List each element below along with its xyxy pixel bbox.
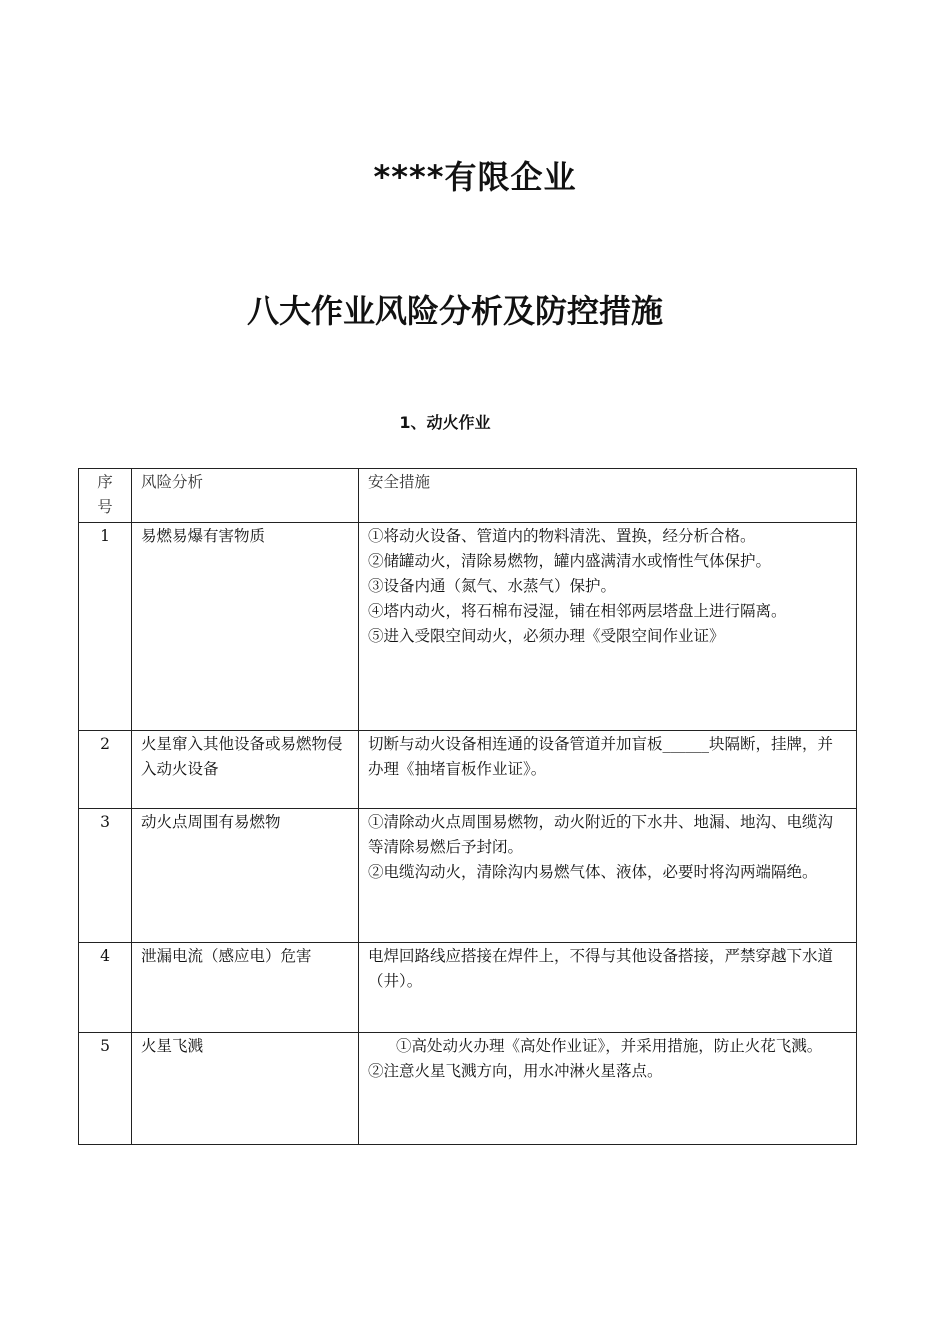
row-no: 5 bbox=[79, 1033, 132, 1145]
measure-item: 电焊回路线应搭接在焊件上，不得与其他设备搭接，严禁穿越下水道（井）。 bbox=[368, 947, 834, 990]
table-row bbox=[79, 1033, 857, 1145]
row-no: 1 bbox=[79, 523, 132, 731]
row-no: 4 bbox=[79, 943, 132, 1033]
measure-item: ④塔内动火，将石棉布浸湿，铺在相邻两层塔盘上进行隔离。 bbox=[368, 602, 787, 620]
row-risk: 动火点周围有易燃物 bbox=[132, 809, 359, 943]
company-name: ****有限企业 bbox=[373, 158, 577, 196]
table-row bbox=[79, 809, 857, 943]
row-risk: 火星窜入其他设备或易燃物侵入动火设备 bbox=[132, 731, 359, 809]
row-measures bbox=[359, 523, 857, 731]
measure-item: ①将动火设备、管道内的物料清洗、置换，经分析合格。 bbox=[368, 527, 756, 545]
row-risk: 泄漏电流（感应电）危害 bbox=[132, 943, 359, 1033]
section-title: 1、动火作业 bbox=[399, 413, 491, 432]
table-row bbox=[79, 943, 857, 1033]
measure-item: ②储罐动火，清除易燃物，罐内盛满清水或惰性气体保护。 bbox=[368, 552, 772, 570]
row-no: 2 bbox=[79, 731, 132, 809]
measure-item: ①清除动火点周围易燃物，动火附近的下水井、地漏、地沟、电缆沟等清除易燃后予封闭。 bbox=[368, 813, 834, 856]
measure-item: ⑤进入受限空间动火，必须办理《受限空间作业证》 bbox=[368, 627, 725, 645]
measure-item: ②注意火星飞溅方向，用水冲淋火星落点。 bbox=[368, 1062, 663, 1080]
table-row bbox=[79, 731, 857, 809]
row-risk: 易燃易爆有害物质 bbox=[132, 523, 359, 731]
measure-item: ①高处动火办理《高处作业证》，并采用措施，防止火花飞溅。 bbox=[396, 1037, 823, 1055]
row-measures bbox=[359, 943, 857, 1033]
header-measures: 安全措施 bbox=[359, 469, 857, 523]
table-row bbox=[79, 523, 857, 731]
measure-item: 切断与动火设备相连通的设备管道并加盲板______块隔断，挂牌，并办理《抽堵盲板作业证》。 bbox=[368, 735, 834, 778]
row-no: 3 bbox=[79, 809, 132, 943]
table-header-row bbox=[79, 469, 857, 523]
row-risk: 火星飞溅 bbox=[132, 1033, 359, 1145]
header-no: 序号 bbox=[79, 469, 132, 523]
risk-table bbox=[78, 468, 857, 1145]
header-risk: 风险分析 bbox=[132, 469, 359, 523]
document-title: 八大作业风险分析及防控措施 bbox=[246, 292, 663, 330]
row-measures bbox=[359, 731, 857, 809]
measure-item: ②电缆沟动火，清除沟内易燃气体、液体，必要时将沟两端隔绝。 bbox=[368, 863, 818, 881]
measure-item: ③设备内通（氮气、水蒸气）保护。 bbox=[368, 577, 617, 595]
row-measures bbox=[359, 809, 857, 943]
row-measures bbox=[359, 1033, 857, 1145]
